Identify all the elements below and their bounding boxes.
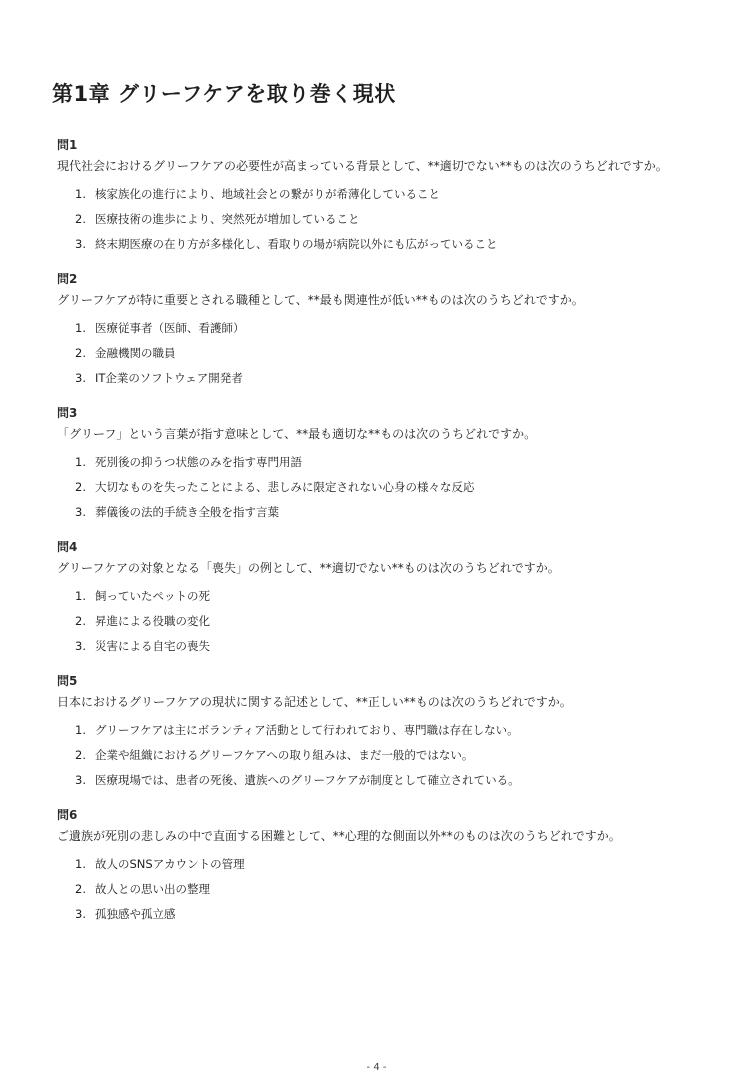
option-text: 故人との思い出の整理 xyxy=(95,882,210,896)
option-text: 医療現場では、患者の死後、遺族へのグリーフケアが制度として確立されている。 xyxy=(95,773,520,787)
option-number: 1. xyxy=(75,723,86,737)
option-item xyxy=(75,450,707,475)
question-number: 問6 xyxy=(57,808,78,822)
option-item xyxy=(75,341,707,366)
question-6 xyxy=(57,806,707,927)
option-text: 孤独感や孤立感 xyxy=(95,907,176,921)
option-number: 1. xyxy=(75,187,86,201)
option-item xyxy=(75,852,707,877)
option-number: 3. xyxy=(75,237,86,251)
question-text: グリーフケアが特に重要とされる職種として、**最も関連性が低い**ものは次のうちどれですか。 xyxy=(57,293,584,307)
option-item xyxy=(75,316,707,341)
option-text: グリーフケアは主にボランティア活動として行われており、専門職は存在しない。 xyxy=(95,723,519,737)
option-item xyxy=(75,768,707,793)
option-number: 3. xyxy=(75,907,86,921)
option-item xyxy=(75,500,707,525)
option-number: 1. xyxy=(75,455,86,469)
option-number: 2. xyxy=(75,882,86,896)
option-item xyxy=(75,609,707,634)
option-list xyxy=(57,450,707,525)
question-text: 「グリーフ」という言葉が指す意味として、**最も適切な**ものは次のうちどれですか。 xyxy=(57,427,537,441)
option-list xyxy=(57,584,707,659)
question-4 xyxy=(57,538,707,659)
option-text: 医療従事者（医師、看護師） xyxy=(95,321,245,335)
option-text: 死別後の抑うつ状態のみを指す専門用語 xyxy=(95,455,302,469)
option-text: 終末期医療の在り方が多様化し、看取りの場が病院以外にも広がっていること xyxy=(95,237,498,251)
option-item xyxy=(75,634,707,659)
question-text: ご遺族が死別の悲しみの中で直面する困難として、**心理的な側面以外**のものは次のうちどれですか。 xyxy=(57,829,621,843)
option-text: 飼っていたペットの死 xyxy=(95,589,210,603)
option-number: 3. xyxy=(75,505,86,519)
option-list xyxy=(57,182,707,257)
option-list xyxy=(57,718,707,793)
question-number: 問2 xyxy=(57,272,78,286)
option-text: 故人のSNSアカウントの管理 xyxy=(95,857,245,871)
question-text: 現代社会におけるグリーフケアの必要性が高まっている背景として、**適切でない**ものは次のうちどれですか。 xyxy=(57,159,668,173)
option-list xyxy=(57,852,707,927)
option-number: 3. xyxy=(75,773,86,787)
option-text: 核家族化の進行により、地域社会との繋がりが希薄化していること xyxy=(95,187,440,201)
option-number: 2. xyxy=(75,480,86,494)
option-number: 3. xyxy=(75,639,86,653)
option-number: 2. xyxy=(75,346,86,360)
option-item xyxy=(75,182,707,207)
option-number: 1. xyxy=(75,589,86,603)
option-number: 2. xyxy=(75,614,86,628)
option-number: 2. xyxy=(75,212,86,226)
chapter-title: 第1章 グリーフケアを取り巻く現状 xyxy=(52,82,396,106)
option-item xyxy=(75,718,707,743)
question-number: 問1 xyxy=(57,138,78,152)
question-text: 日本におけるグリーフケアの現状に関する記述として、**正しい**ものは次のうちどれですか。 xyxy=(57,695,572,709)
option-item xyxy=(75,366,707,391)
option-text: 金融機関の職員 xyxy=(95,346,176,360)
option-text: 葬儀後の法的手続き全般を指す言葉 xyxy=(95,505,279,519)
question-number: 問3 xyxy=(57,406,78,420)
option-text: 大切なものを失ったことによる、悲しみに限定されない心身の様々な反応 xyxy=(95,480,475,494)
option-item xyxy=(75,584,707,609)
question-2 xyxy=(57,270,707,391)
option-text: 医療技術の進歩により、突然死が増加していること xyxy=(95,212,360,226)
question-list xyxy=(57,136,707,940)
option-item xyxy=(75,902,707,927)
option-number: 3. xyxy=(75,371,86,385)
question-text: グリーフケアの対象となる「喪失」の例として、**適切でない**ものは次のうちどれですか。 xyxy=(57,561,560,575)
option-number: 1. xyxy=(75,857,86,871)
option-text: 昇進による役職の変化 xyxy=(95,614,210,628)
page-number: - 4 - xyxy=(366,1062,387,1073)
option-item xyxy=(75,877,707,902)
option-item xyxy=(75,475,707,500)
option-item xyxy=(75,743,707,768)
option-number: 2. xyxy=(75,748,86,762)
option-item xyxy=(75,232,707,257)
question-number: 問4 xyxy=(57,540,78,554)
question-5 xyxy=(57,672,707,793)
question-number: 問5 xyxy=(57,674,78,688)
question-3 xyxy=(57,404,707,525)
option-text: 企業や組織におけるグリーフケアへの取り組みは、まだ一般的ではない。 xyxy=(95,748,474,762)
option-text: IT企業のソフトウェア開発者 xyxy=(95,371,243,385)
question-1 xyxy=(57,136,707,257)
option-list xyxy=(57,316,707,391)
option-text: 災害による自宅の喪失 xyxy=(95,639,210,653)
option-number: 1. xyxy=(75,321,86,335)
option-item xyxy=(75,207,707,232)
